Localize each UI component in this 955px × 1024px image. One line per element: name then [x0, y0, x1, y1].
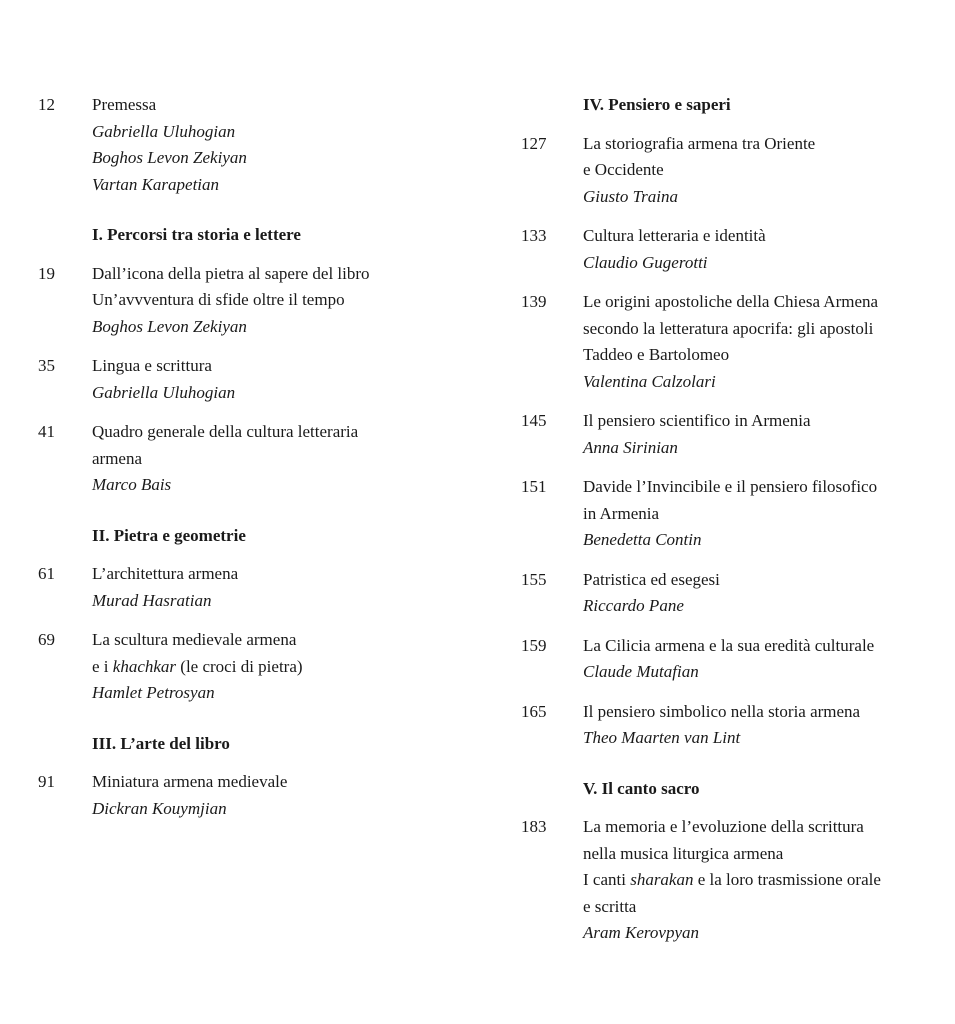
toc-entry[interactable] [500, 474, 955, 554]
toc-entry[interactable] [0, 261, 470, 341]
entry-author: Boghos Levon Zekiyan [92, 316, 247, 336]
entry-author: Gabriella Uluhogian [92, 121, 236, 141]
entry-author: Hamlet Petrosyan [92, 683, 215, 702]
section-heading-5: V. Il canto sacro [583, 778, 700, 798]
toc-entry[interactable] [500, 408, 955, 461]
page-number: 183 [521, 817, 547, 836]
section-heading-2: II. Pietra e geometrie [92, 525, 246, 545]
text-fragment: e i [92, 656, 113, 676]
toc-entry[interactable] [500, 567, 955, 620]
entry-title-line: in Armenia [583, 503, 660, 523]
page-number: 155 [521, 569, 547, 589]
page-number: 151 [521, 477, 547, 496]
entry-title-line: Quadro generale della cultura letteraria [92, 422, 359, 441]
entry-author: Dickran Kouymjian [92, 798, 227, 818]
entry-author: Gabriella Uluhogian [92, 382, 236, 402]
entry-author: Claude Mutafian [583, 662, 699, 681]
page-number: 165 [521, 701, 547, 721]
entry-title-line: La Cilicia armena e la sua eredità culturale [583, 635, 875, 655]
entry-author: Valentina Calzolari [583, 371, 716, 391]
entry-author: Aram Kerovpyan [583, 923, 699, 942]
toc-entry-premessa[interactable] [0, 92, 470, 198]
entry-author: Claudio Gugerotti [583, 252, 708, 272]
toc-entry[interactable] [500, 633, 955, 686]
entry-title-line: Le origini apostoliche della Chiesa Armena [583, 292, 879, 311]
toc-right-column [500, 92, 955, 960]
toc-entry[interactable] [0, 561, 470, 614]
entry-title-line: secondo la letteratura apocrifa: gli apostoli [583, 318, 874, 338]
entry-title-line: Taddeo e Bartolomeo [583, 345, 730, 364]
italic-term: khachkar [112, 656, 177, 676]
entry-title-line: Miniatura armena medievale [92, 772, 288, 791]
toc-entry[interactable] [0, 769, 470, 822]
page-number: 12 [38, 95, 55, 114]
text-fragment: e la loro trasmissione orale [693, 870, 881, 889]
entry-author: Giusto Traina [583, 186, 678, 206]
entry-author: Marco Bais [92, 475, 172, 494]
toc-entry[interactable] [0, 353, 470, 406]
page-number: 35 [38, 356, 55, 375]
page-number: 127 [521, 133, 547, 153]
section-heading-1: I. Percorsi tra storia e lettere [92, 225, 301, 244]
toc-entry[interactable] [500, 223, 955, 276]
entry-author: Benedetta Contin [583, 530, 702, 549]
entry-author: Anna Sirinian [583, 437, 678, 457]
toc-entry[interactable] [500, 699, 955, 752]
entry-author: Riccardo Pane [583, 596, 684, 615]
page-number: 61 [38, 564, 55, 583]
entry-title-line: armena [92, 448, 143, 468]
toc-entry[interactable] [500, 814, 955, 947]
entry-title-line: Il pensiero scientifico in Armenia [583, 411, 811, 430]
entry-title-line: Dall’icona della pietra al sapere del libro [92, 263, 370, 283]
page-number: 19 [38, 263, 55, 283]
page-number: 91 [38, 772, 55, 791]
toc-entry[interactable] [0, 419, 470, 499]
entry-title-line: Lingua e scrittura [92, 356, 212, 375]
entry-title-line [583, 867, 955, 894]
page-number: 69 [38, 630, 55, 649]
toc-entry[interactable] [0, 627, 470, 707]
entry-title-line: e Occidente [583, 160, 664, 179]
entry-title-line [92, 654, 470, 681]
entry-author: Boghos Levon Zekiyan [92, 148, 247, 167]
entry-title-line: La memoria e l’evoluzione della scrittura [583, 817, 864, 836]
entry-title: Premessa [92, 95, 157, 114]
toc-entry[interactable] [500, 131, 955, 211]
entry-title-line: Davide l’Invincibile e il pensiero filosofico [583, 477, 878, 496]
page-number: 41 [38, 422, 55, 441]
page-number: 139 [521, 292, 547, 311]
section-heading-4: IV. Pensiero e saperi [583, 95, 731, 114]
section-heading-3: III. L’arte del libro [92, 733, 230, 753]
entry-title-line: La storiografia armena tra Oriente [583, 133, 816, 153]
entry-title-line: Il pensiero simbolico nella storia armena [583, 701, 861, 721]
page-number: 159 [521, 635, 547, 655]
toc-left-column [0, 92, 470, 835]
text-fragment: I canti [583, 870, 631, 889]
entry-author: Murad Hasratian [92, 590, 212, 610]
entry-title-line: Un’avvventura di sfide oltre il tempo [92, 290, 345, 309]
entry-author: Vartan Karapetian [92, 174, 220, 194]
text-fragment: (le croci di pietra) [176, 656, 303, 676]
entry-title-line: Cultura letteraria e identità [583, 226, 766, 245]
italic-term: sharakan [630, 870, 694, 889]
entry-title-line: nella musica liturgica armena [583, 843, 784, 863]
entry-author: Theo Maarten van Lint [583, 728, 741, 747]
page-number: 133 [521, 226, 547, 245]
entry-title-line: Patristica ed esegesi [583, 569, 720, 589]
entry-title-line: L’architettura armena [92, 564, 239, 583]
entry-title-line: e scritta [583, 896, 637, 916]
entry-title-line: La scultura medievale armena [92, 630, 297, 649]
toc-entry[interactable] [500, 289, 955, 395]
page-number: 145 [521, 411, 547, 430]
